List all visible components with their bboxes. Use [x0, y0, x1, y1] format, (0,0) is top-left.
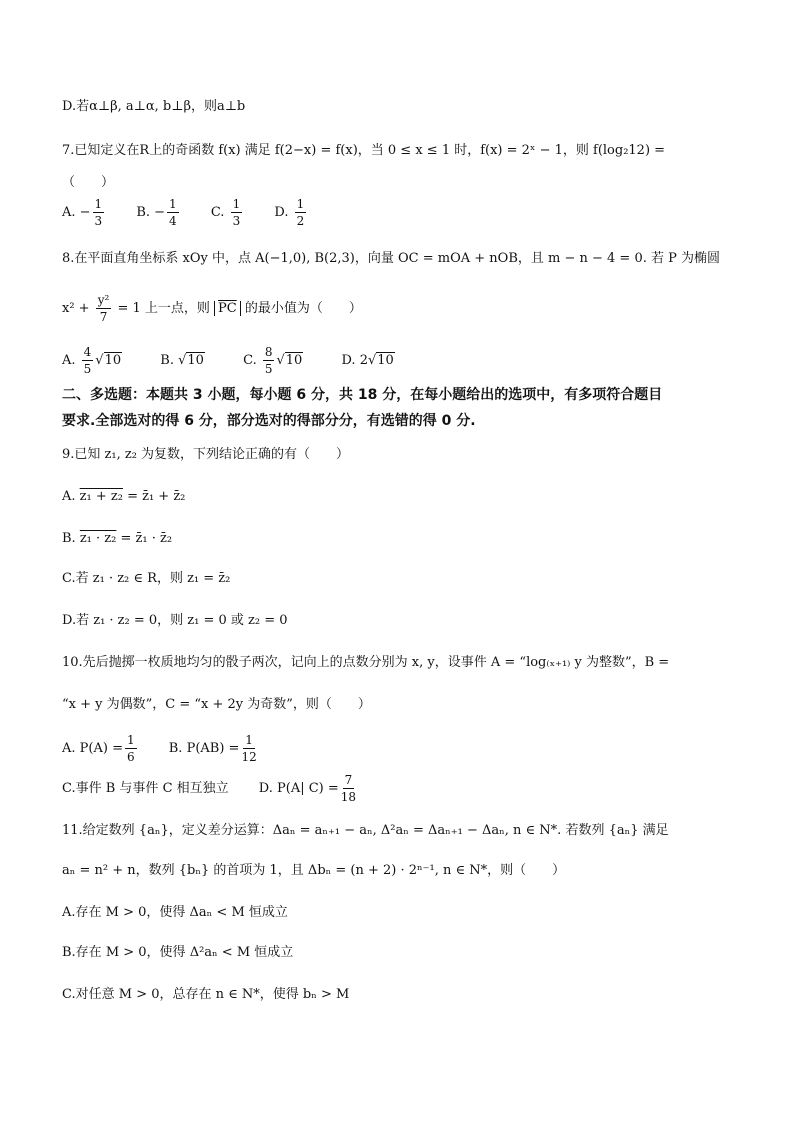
q9-option-d: D.若 z₁ · z₂ = 0，则 z₁ = 0 或 z₂ = 0 — [62, 613, 288, 628]
q8-vector-pc: $\overline{PC}$ — [214, 301, 241, 316]
q8-option-d: D. 2√10 — [341, 352, 394, 368]
q8-options — [62, 346, 429, 375]
q10-option-a: A. P(A) = $\frac{1}{6}$ — [62, 733, 135, 764]
q7-stem: 7.已知定义在R上的奇函数 f(x) 满足 f(2−x) = f(x)，当 0 ≤ x ≤ 1 时，f(x) = 2ˣ − 1，则 f(log₂12) = — [62, 143, 666, 158]
q11-option-a: A.存在 M > 0，使得 Δaₙ < M 恒成立 — [62, 905, 288, 920]
q7-option-d: D. $\frac{1}{2}$ — [274, 197, 305, 228]
q8-stem-line2: x² + $\frac{\text{y²}}{7}$ = 1 上一点，则 $\overline{PC}$ 的最小值为（ ） — [62, 293, 362, 324]
q8-option-c: C. $\frac{8}{5}$ √10 — [243, 345, 303, 376]
q7-answer-paren: （ ） — [62, 175, 115, 190]
q11-stem: 11.给定数列 {aₙ}，定义差分运算：Δaₙ = aₙ₊₁ − aₙ, Δ²aₙ = Δaₙ₊₁ − Δaₙ, n ∈ N*. 若数列 {aₙ} 满足 — [62, 823, 669, 838]
q10-option-c: C.事件 B 与事件 C 相互独立 — [62, 780, 229, 796]
q10-option-b: B. P(AB) = $\frac{1}{12}$ — [168, 733, 257, 764]
q10-option-d: D. P(A| C) = $\frac{7}{18}$ — [258, 773, 357, 804]
section-2-heading: 二、多选题：本题共 3 小题，每小题 6 分，共 18 分，在每小题给出的选项中，有多项符合题目 — [62, 387, 663, 403]
q7-option-b: B. − $\frac{1}{4}$ — [136, 197, 177, 228]
section-2-instructions: 要求.全部选对的得 6 分，部分选对的得部分分，有选错的得 0 分. — [62, 413, 476, 429]
q11-option-c: C.对任意 M > 0，总存在 n ∈ N*，使得 bₙ > M — [62, 987, 350, 1002]
q7-options — [62, 198, 334, 227]
q9-option-b: B. z₁ · z₂ = z̄₁ · z̄₂ — [62, 531, 173, 546]
q9-stem: 9.已知 z₁, z₂ 为复数，下列结论正确的有（ ） — [62, 447, 350, 462]
q8-stem: 8.在平面直角坐标系 xOy 中，点 A(−1,0), B(2,3)，向量 OC = mOA + nOB，且 m − n − 4 = 0. 若 P 为椭圆 — [62, 251, 720, 266]
q10-options-ab — [62, 734, 285, 763]
q8-option-a: A. $\frac{4}{5}$ √10 — [62, 345, 122, 376]
q10-stem: 10.先后抛掷一枚质地均匀的骰子两次，记向上的点数分别为 x, y，设事件 A = “log₍ₓ₊₁₎ y 为整数”，B = — [62, 655, 670, 670]
q9-option-c: C.若 z₁ · z₂ ∈ R，则 z₁ = z̄₂ — [62, 571, 231, 586]
q11-option-b: B.存在 M > 0，使得 Δ²aₙ < M 恒成立 — [62, 945, 294, 960]
q9-option-a: A. z₁ + z₂ = z̄₁ + z̄₂ — [62, 489, 186, 504]
q8-option-b: B. √10 — [160, 352, 204, 368]
q6-option-d: D.若α⊥β, a⊥α, b⊥β，则a⊥b — [62, 99, 246, 114]
q10-stem-line2: “x + y 为偶数”，C = “x + 2y 为奇数”，则（ ） — [62, 697, 371, 712]
q10-options-cd — [62, 774, 384, 803]
q11-stem-line2: aₙ = n² + n，数列 {bₙ} 的首项为 1，且 Δbₙ = (n + 2) · 2ⁿ⁻¹, n ∈ N*，则（ ） — [62, 863, 566, 878]
q7-option-a: A. − $\frac{1}{3}$ — [62, 197, 103, 228]
q7-option-c: C. $\frac{1}{3}$ — [210, 197, 241, 228]
